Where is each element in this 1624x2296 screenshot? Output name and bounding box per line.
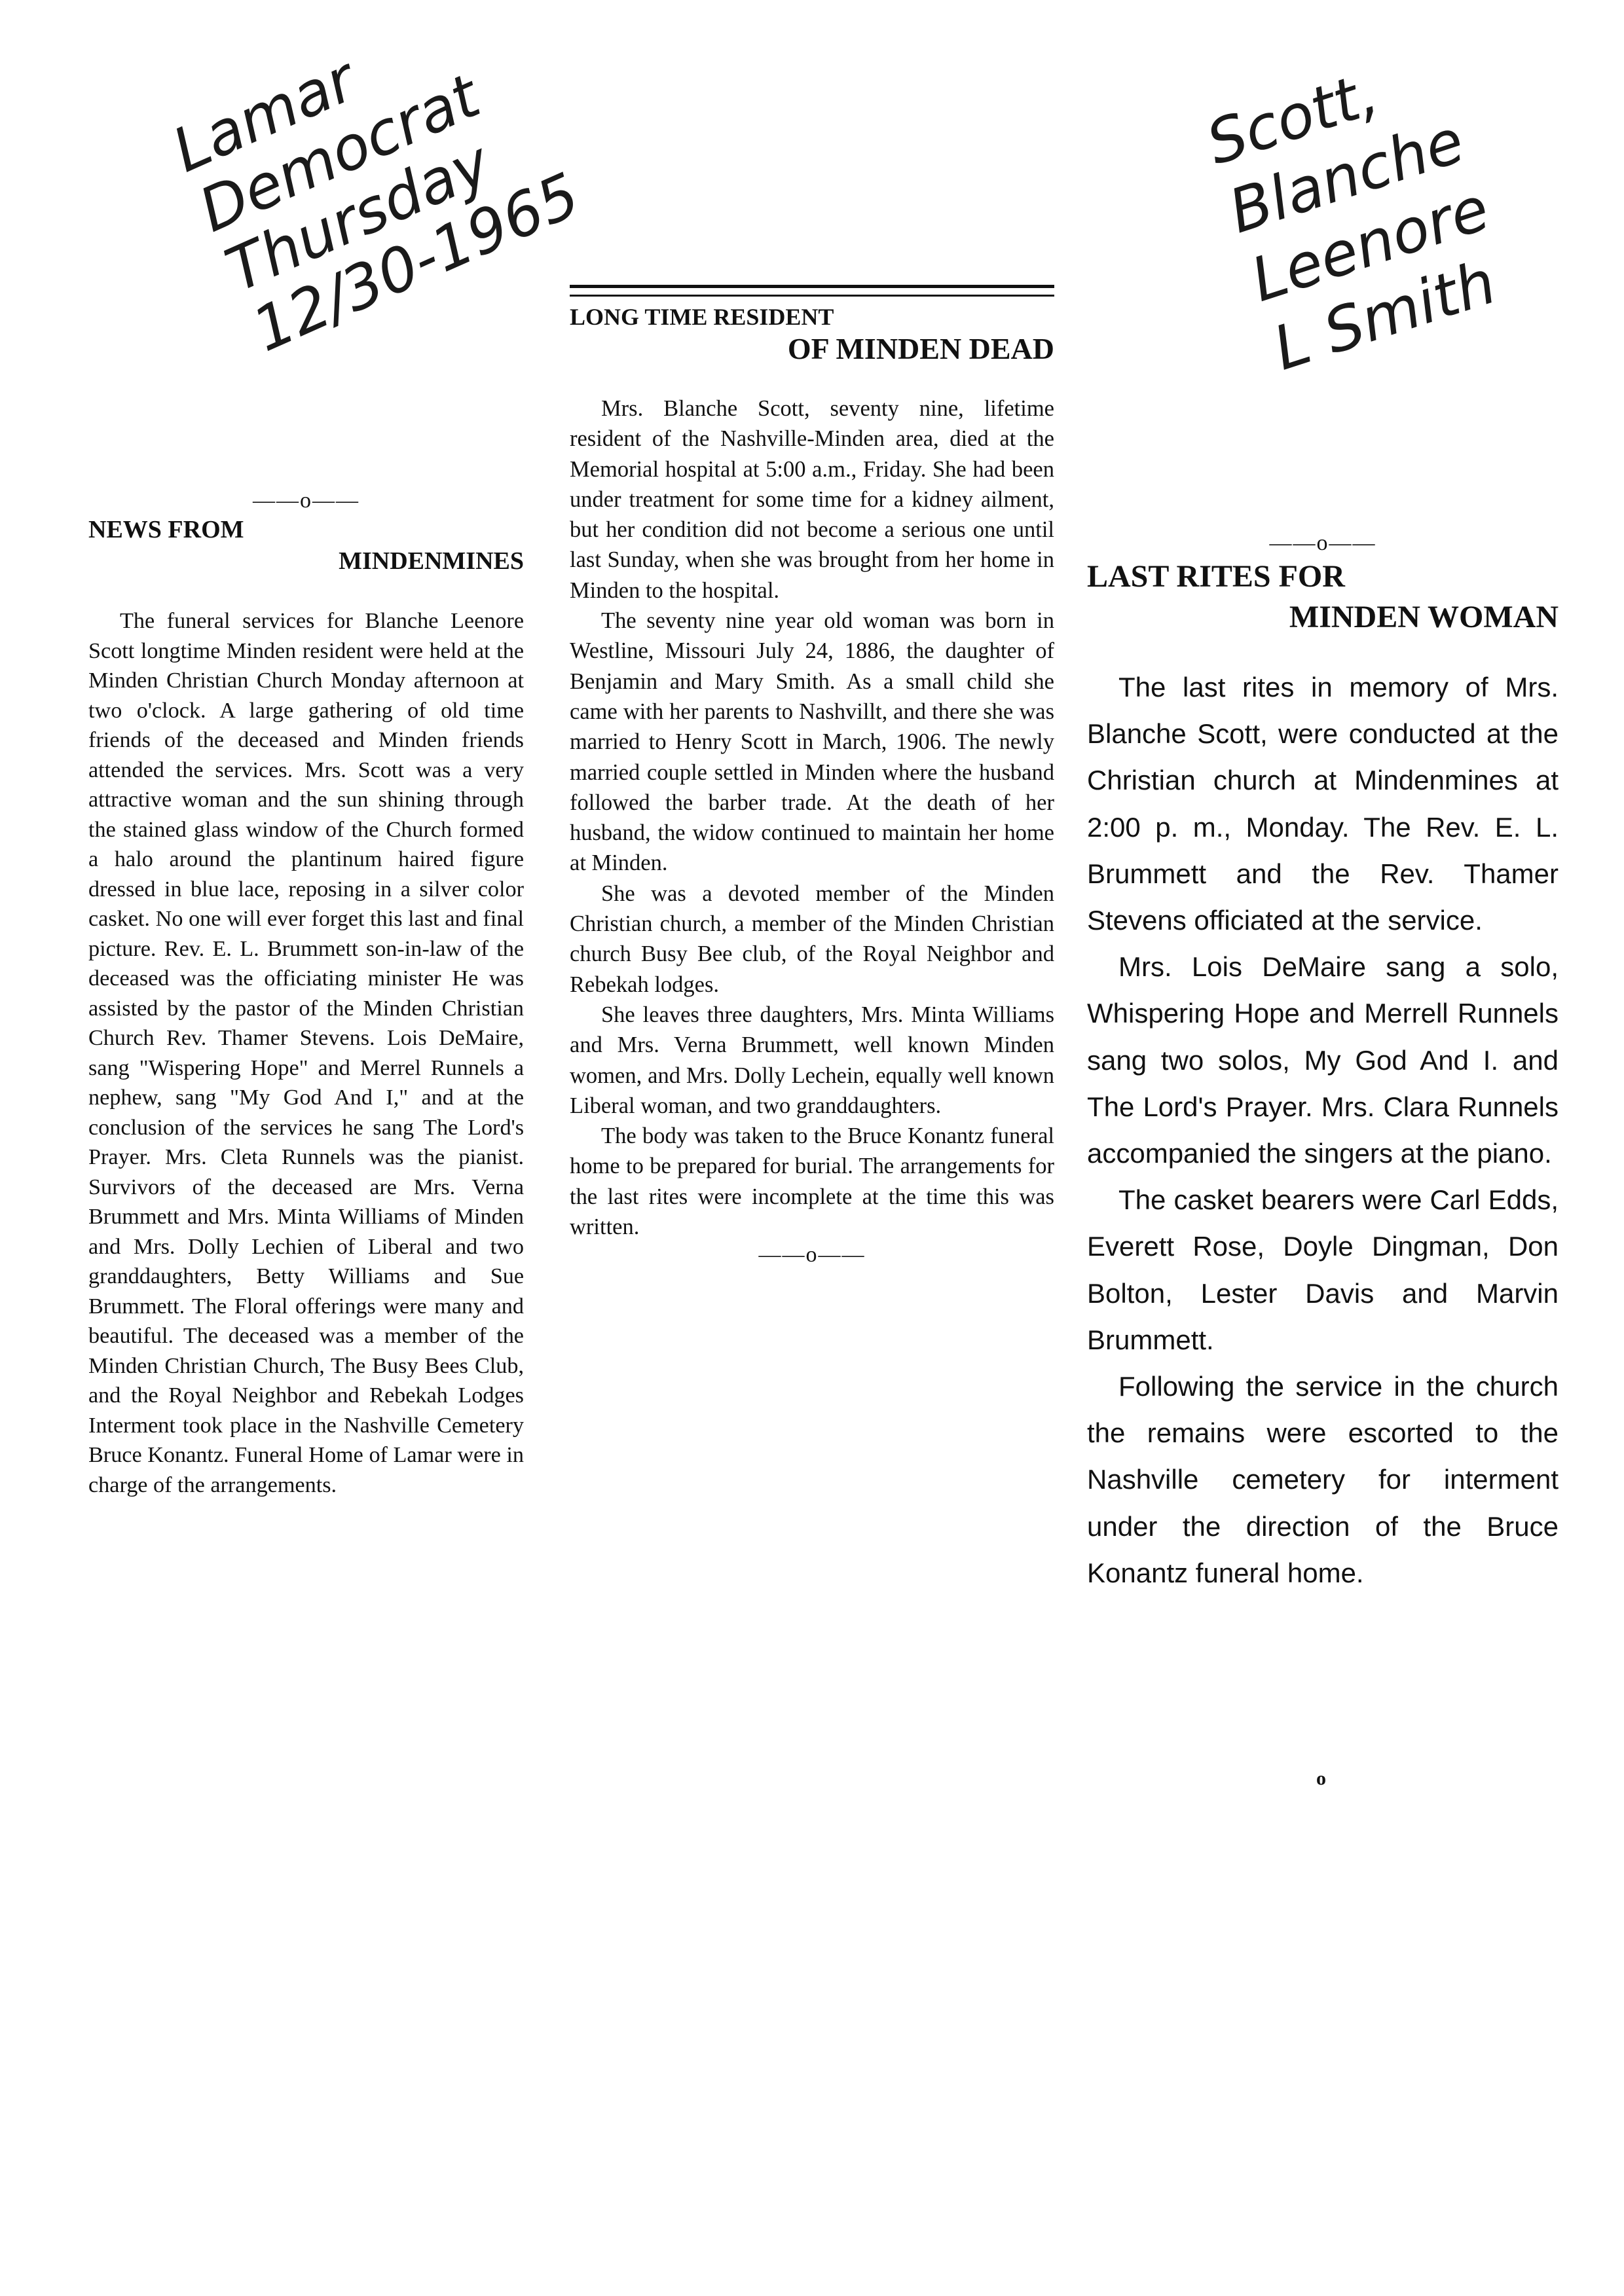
paragraph: The casket bearers were Carl Edds, Everett Rose, Doyle Dingman, Don Bolton, Lester Davis and Marvin Brummett. [1087, 1184, 1559, 1355]
double-rule [570, 285, 1054, 297]
paragraph: Following the service in the church the remains were escorted to the Nashville cemetery for interment under the direction of the Bruce Konantz funeral home. [1087, 1371, 1559, 1588]
headline-line-1: NEWS FROM [88, 516, 244, 543]
paragraph: Mrs. Blanche Scott, seventy nine, lifetime resident of the Nashville-Minden area, died at the Memorial hospital at 5:00 a.m., Friday. She had been under treatment for some time for a kidney ailment, but her condition did not become a serious one until last Sunday, when she was brought from her home in Minden to the hospital. [570, 396, 1054, 603]
article-body [570, 393, 1054, 1242]
paragraph: The body was taken to the Bruce Konantz funeral home to be prepared for burial. The arrangements for the last rites were incomplete at the time this was written. [570, 1123, 1054, 1240]
paragraph: The funeral services for Blanche Leenore Scott longtime Minden resident were held at the Minden Christian Church Monday afternoon at two o'clock. A large gathering of old time friends of the deceased and Minden friends attended the services. Mrs. Scott was a very attractive woman and the sun shining through the stained glass window of the Church formed a halo around the plantinum haired figure dressed in blue lace, reposing in a silver color casket. No one will ever forget this last and final picture. Rev. E. L. Brummett son-in-law of the deceased was the officiating minister He was assisted by the pastor of the Minden Christian Church Rev. Thamer Stevens. Lois DeMaire, sang "Wispering Hope" and Merrel Runnels a nephew, sang "My God And I," and at the conclusion of the services he sang The Lord's Prayer. Mrs. Cleta Runnels was the pianist. Survivors of the deceased are Mrs. Verna Brummett and Mrs. Minta Williams of Minden and Mrs. Dolly Lechien of Liberal and two granddaughters, Betty Williams and Sue Brummett. The Floral offerings were many and beautiful. The deceased was a member of the Minden Christian Church, The Busy Bees Club, and the Royal Neighbor and Rebekah Lodges Interment took place in the Nashville Cemetery Bruce Konantz. Funeral Home of Lamar were in charge of the arrangements. [88, 609, 524, 1497]
article-body [88, 606, 524, 1500]
paragraph: She leaves three daughters, Mrs. Minta Williams and Mrs. Verna Brummett, well known Minden women, and Mrs. Dolly Lechein, equally well known Liberal woman, and two granddaughters. [570, 1002, 1054, 1118]
paragraph: She was a devoted member of the Minden Christian church, a member of the Minden Christian church Busy Bee club, of the Royal Neighbor and Rebekah lodges. [570, 881, 1054, 997]
paragraph: The seventy nine year old woman was born in Westline, Missouri July 24, 1886, the daughter of Benjamin and Mary Smith. As a small child she came with her parents to Nashvillt, and there she was married to Henry Scott in March, 1906. The newly married couple settled in Minden where the husband followed the barber trade. At the death of her husband, the widow continued to maintain her home at Minden. [570, 608, 1054, 876]
article-last-rites [1087, 530, 1559, 1596]
end-mark: o [1316, 1768, 1326, 1789]
headline-line-1: LONG TIME RESIDENT [570, 304, 834, 330]
handwritten-name-note: Scott, Blanche Leenore L Smith [1198, 58, 1504, 384]
paragraph: Mrs. Lois DeMaire sang a solo, Whispering Hope and Merrell Runnels sang two solos, My God And I. and The Lord's Prayer. Mrs. Clara Runnels accompanied the singers at the piano. [1087, 951, 1559, 1169]
paragraph: The last rites in memory of Mrs. Blanche Scott, were conducted at the Christian church at Mindenmines at 2:00 p. m., Monday. The Rev. E. L. Brummett and the Rev. Thamer Stevens officiated at the service. [1087, 672, 1559, 936]
end-separator: ——o—— [758, 1243, 866, 1267]
article-body [1087, 664, 1559, 1596]
headline-line-2: MINDENMINES [339, 547, 524, 575]
article-long-time-resident [570, 285, 1054, 1268]
article-news-from-mindenmines [88, 488, 524, 1500]
separator-rule: ——o—— [1269, 531, 1376, 555]
headline-line-1: LAST RITES FOR [1087, 559, 1345, 594]
handwritten-source-note: Lamar Democrat Thursday 12/30-1965 [162, 44, 590, 366]
headline-line-2: OF MINDEN DEAD [787, 332, 1054, 365]
separator-rule: ——o—— [253, 488, 360, 513]
headline-line-2: MINDEN WOMAN [1289, 600, 1559, 634]
